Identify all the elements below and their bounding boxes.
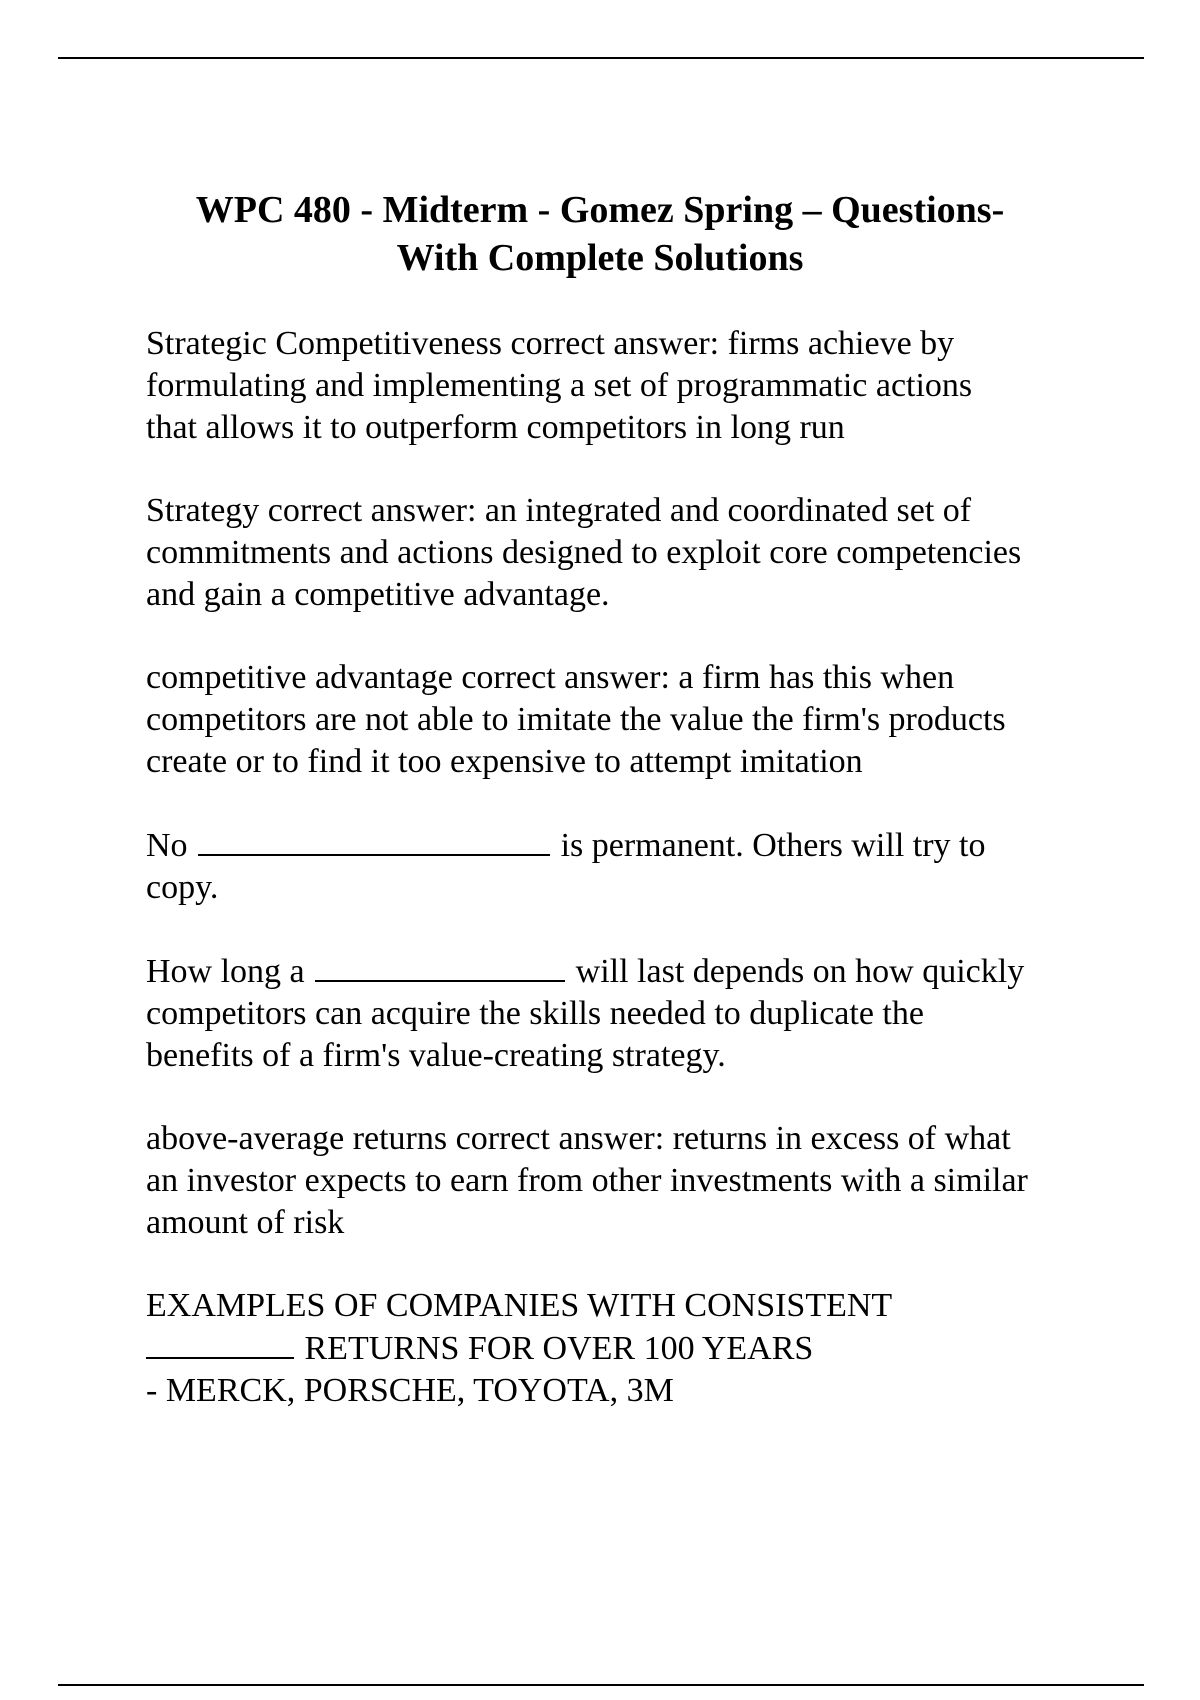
entry-line: create or to find it too expensive to attempt imitation bbox=[146, 743, 863, 780]
entry-line: Strategic Competitiveness correct answer: firms achieve by bbox=[146, 325, 955, 362]
title-line-1: WPC 480 - Midterm - Gomez Spring – Questions- bbox=[195, 189, 1005, 231]
answer-blank bbox=[315, 950, 565, 982]
bottom-rule bbox=[58, 1684, 1144, 1686]
line-text-before-blank: No bbox=[146, 827, 188, 864]
entry-competitive-advantage bbox=[146, 657, 1146, 783]
entry-line: an investor expects to earn from other investments with a similar bbox=[146, 1162, 1028, 1199]
title-line-2: With Complete Solutions bbox=[396, 237, 804, 279]
entry-line: copy. bbox=[146, 869, 219, 906]
document-body bbox=[146, 323, 1146, 1453]
answer-blank bbox=[198, 824, 550, 856]
line-text-after-blank: is permanent. Others will try to bbox=[560, 827, 986, 864]
entry-line: formulating and implementing a set of programmatic actions bbox=[146, 367, 973, 404]
entry-line bbox=[146, 824, 1146, 867]
entry-fill-blank-permanent bbox=[146, 824, 1146, 909]
line-text-after-blank: will last depends on how quickly bbox=[575, 953, 1025, 990]
entry-line: Strategy correct answer: an integrated and coordinated set of bbox=[146, 492, 972, 529]
entry-strategic-competitiveness bbox=[146, 323, 1146, 449]
entry-line: commitments and actions designed to exploit core competencies bbox=[146, 534, 1022, 571]
page-title bbox=[100, 186, 1100, 282]
top-rule bbox=[58, 57, 1144, 59]
entry-above-average-returns bbox=[146, 1118, 1146, 1244]
entry-line bbox=[146, 950, 1146, 993]
answer-blank bbox=[146, 1327, 294, 1359]
entry-fill-blank-how-long bbox=[146, 950, 1146, 1077]
entry-line: benefits of a firm's value-creating strategy. bbox=[146, 1037, 726, 1074]
entry-line: and gain a competitive advantage. bbox=[146, 576, 610, 613]
entry-line: EXAMPLES OF COMPANIES WITH CONSISTENT bbox=[146, 1287, 893, 1324]
entry-line bbox=[146, 1327, 1146, 1370]
entry-line: amount of risk bbox=[146, 1204, 345, 1241]
entry-line: competitive advantage correct answer: a firm has this when bbox=[146, 659, 955, 696]
entry-line: above-average returns correct answer: returns in excess of what bbox=[146, 1120, 1011, 1157]
line-text-before-blank: How long a bbox=[146, 953, 305, 990]
entry-line: competitors can acquire the skills needed to duplicate the bbox=[146, 995, 924, 1032]
entry-line: - MERCK, PORSCHE, TOYOTA, 3M bbox=[146, 1372, 674, 1409]
entry-line: competitors are not able to imitate the value the firm's products bbox=[146, 701, 1006, 738]
entry-examples-companies bbox=[146, 1285, 1146, 1412]
entry-strategy bbox=[146, 490, 1146, 616]
entry-line: that allows it to outperform competitors in long run bbox=[146, 409, 845, 446]
line-text-after-blank: RETURNS FOR OVER 100 YEARS bbox=[304, 1330, 814, 1367]
